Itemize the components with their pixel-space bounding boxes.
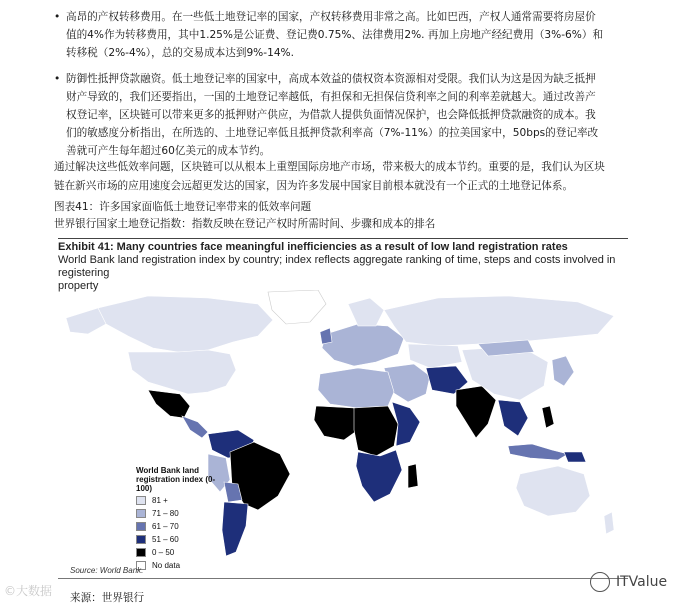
map-region-west-africa xyxy=(314,406,358,440)
map-region-europe xyxy=(322,324,404,366)
bullet-line: 防御性抵押贷款融资。低土地登记率的国家中，高成本效益的债权资本资源相对受限。我们认为这是因为缺乏抵押 xyxy=(66,73,596,85)
map-region-north-africa xyxy=(318,368,394,408)
bullet-line: 转移税（2%-4%），总的交易成本达到9%-14%. xyxy=(66,47,294,59)
exhibit-source: Source: World Bank. xyxy=(70,566,144,575)
map-region-scandinavia xyxy=(348,298,384,326)
map-region-madagascar xyxy=(408,464,418,488)
top-rule xyxy=(58,238,628,239)
legend-item xyxy=(136,507,216,519)
paragraph-line: 通过解决这些低效率问题，区块链可以从根本上重塑国际房地产市场，带来极大的成本节约。重要的是，我们认为区块 xyxy=(54,161,605,173)
map-region-greenland xyxy=(268,290,326,324)
legend-item xyxy=(136,559,216,571)
bullet-line: 权登记率，区块链可以带来更多的抵押财产供应，为借款人提供负面情况保护，也会降低抵押贷款融资的成本。我 xyxy=(66,109,596,121)
legend-swatch xyxy=(136,509,146,518)
exhibit-subtitle xyxy=(58,254,628,293)
legend-label: No data xyxy=(152,560,181,570)
map-region-central-america xyxy=(182,416,208,438)
figure-caption-subtitle: 世界银行国家土地登记指数：指数反映在登记产权时所需时间、步骤和成本的排名 xyxy=(54,218,436,230)
map-region-central-africa xyxy=(354,406,398,456)
bullet-line: 们的敏感度分析指出，在所选的、土地登记率低且抵押贷款利率高（7%-11%）的拉美国家中，50bps的登记率改 xyxy=(66,127,599,139)
map-region-usa xyxy=(128,350,236,394)
map-legend xyxy=(136,466,216,571)
map-region-philippines xyxy=(542,406,554,428)
map-region-uk xyxy=(320,328,332,344)
footer-source: 来源：世界银行 xyxy=(70,592,145,604)
paragraph-line: 链在新兴市场的应用速度会远超更发达的国家，因为许多发展中国家目前根本就没有一个正式的土地登记体系。 xyxy=(54,180,574,192)
exhibit-subtitle-line: property xyxy=(58,280,99,292)
wechat-icon xyxy=(590,572,610,592)
map-region-japan-korea xyxy=(552,356,574,386)
bullet-line: 高昂的产权转移费用。在一些低土地登记率的国家，产权转移费用非常之高。比如巴西，产权人通常需要将房屋价 xyxy=(66,11,596,23)
legend-item xyxy=(136,494,216,506)
legend-swatch xyxy=(136,496,146,505)
map-region-new-zealand xyxy=(604,512,614,534)
legend-title: World Bank land registration index (0-100) xyxy=(136,466,216,493)
legend-item xyxy=(136,520,216,532)
exhibit-title: Exhibit 41: Many countries face meaningful inefficiencies as a result of low land registration rates xyxy=(58,241,568,253)
watermark-right-label: ITValue xyxy=(616,574,668,590)
bullet-mortgage-financing xyxy=(54,70,626,160)
legend-label: 0 – 50 xyxy=(152,547,175,557)
map-region-kazakhstan xyxy=(408,344,462,368)
body-paragraph xyxy=(54,158,634,196)
legend-swatch xyxy=(136,535,146,544)
bullet-line: 财产导致的，我们还要指出，一国的土地登记率越低，有担保和无担保信贷利率之间的利率差就越大。通过改善产 xyxy=(66,91,596,103)
exhibit-header xyxy=(58,238,628,293)
bullet-line: 善就可产生每年超过60亿美元的成本节约。 xyxy=(66,145,271,157)
bullet-mark: • xyxy=(54,73,61,85)
legend-swatch xyxy=(136,548,146,557)
legend-label: 61 – 70 xyxy=(152,521,179,531)
map-region-australia xyxy=(516,466,590,516)
legend-item xyxy=(136,533,216,545)
watermark-right xyxy=(590,572,667,592)
map-region-india xyxy=(456,386,496,438)
figure-caption-title: 图表41：许多国家面临低土地登记率带来的低效率问题 xyxy=(54,201,312,213)
legend-label: 71 – 80 xyxy=(152,508,179,518)
bottom-rule xyxy=(58,578,628,579)
bullet-line: 值的4%作为转移费用，其中1.25%是公证费、登记费0.75%、法律费用2%. 再加上房地产经纪费用（3%-6%）和 xyxy=(66,29,604,41)
map-region-southeast-asia xyxy=(498,400,528,436)
exhibit-subtitle-line: World Bank land registration index by country; index reflects aggregate ranking of time, steps and costs involved in registering xyxy=(58,254,616,279)
legend-label: 81 + xyxy=(152,495,168,505)
map-region-png xyxy=(564,452,586,462)
bullet-mark: • xyxy=(54,11,61,23)
watermark-left: ©大数据 xyxy=(4,584,53,598)
map-region-indonesia xyxy=(508,444,568,460)
legend-label: 51 – 60 xyxy=(152,534,179,544)
map-region-argentina-chile xyxy=(222,502,248,556)
map-region-canada xyxy=(98,296,273,352)
legend-swatch xyxy=(136,522,146,531)
map-region-mexico xyxy=(148,390,190,418)
bullet-transfer-costs xyxy=(54,8,626,62)
legend-item xyxy=(136,546,216,558)
map-region-southern-africa xyxy=(356,450,402,502)
map-region-russia xyxy=(384,296,614,346)
map-region-alaska xyxy=(66,308,106,334)
